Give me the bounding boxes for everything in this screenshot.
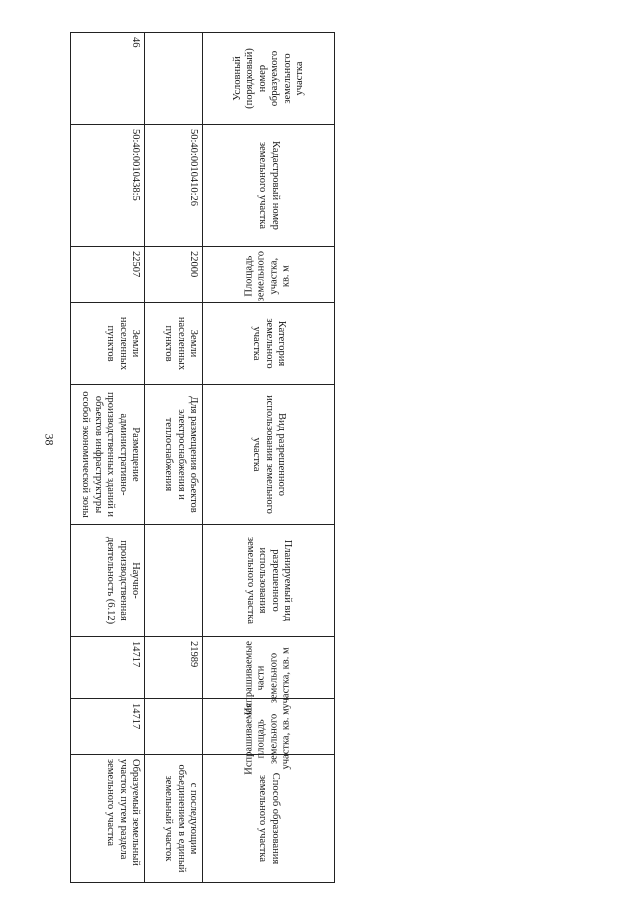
header-permitted-use: Вид разрешенного использования земельного участка [203, 385, 335, 525]
cell-cadastral-number: 50:40:0010438:5 [71, 125, 145, 247]
table-row [145, 33, 203, 883]
land-plot-table [70, 32, 335, 883]
cell-area: 22507 [71, 247, 145, 303]
cell-plot-number: 46 [71, 33, 145, 125]
page-number: 38 [42, 433, 57, 446]
cell-requested-parts: 21989 [145, 637, 203, 699]
cell-planned-use [145, 525, 203, 637]
cell-area: 22000 [145, 247, 203, 303]
table-row [71, 33, 145, 883]
cell-cadastral-number: 50:40:0010410:26 [145, 125, 203, 247]
cell-permitted-use: Для размещения объектов электроснабжения и теплоснабжения [145, 385, 203, 525]
cell-category: Земли населенных пунктов [71, 303, 145, 385]
land-plot-table-sheet [71, 32, 335, 882]
cell-category: Земли населенных пунктов [145, 303, 203, 385]
cell-plot-number [145, 33, 203, 125]
cell-permitted-use: Размещение административно-производственных зданий и объектов инфраструктуры особой экономической зоны [71, 385, 145, 525]
header-planned-use: Планируемый вид разрешенного использования земельного участка [203, 525, 335, 637]
header-formation-method: Способ образования земельного участка [203, 755, 335, 883]
cell-requested-area: 14717 [71, 699, 145, 755]
cell-requested-parts: 14717 [71, 637, 145, 699]
header-requested-area: Испрашиваемая площадь земельного участка, кв. м [203, 699, 335, 755]
header-area: Площадь земельного участка, кв. м [203, 247, 335, 303]
cell-formation-method: с последующим объединением в единый земельный участок [145, 755, 203, 883]
header-category: Категория земельного участка [203, 303, 335, 385]
cell-formation-method: Образуемый земельный участок путем раздела земельного участка [71, 755, 145, 883]
header-plot-number: Условный (порядковый) номер образуемого земельного участка [203, 33, 335, 125]
header-cadastral-number: Кадастровый номер земельного участка [203, 125, 335, 247]
header-requested-parts: Испрашиваемые части земельного участка, кв. м [203, 637, 335, 699]
header-row [203, 33, 335, 883]
cell-requested-area [145, 699, 203, 755]
cell-planned-use: Научно-производственная деятельность (6.12) [71, 525, 145, 637]
